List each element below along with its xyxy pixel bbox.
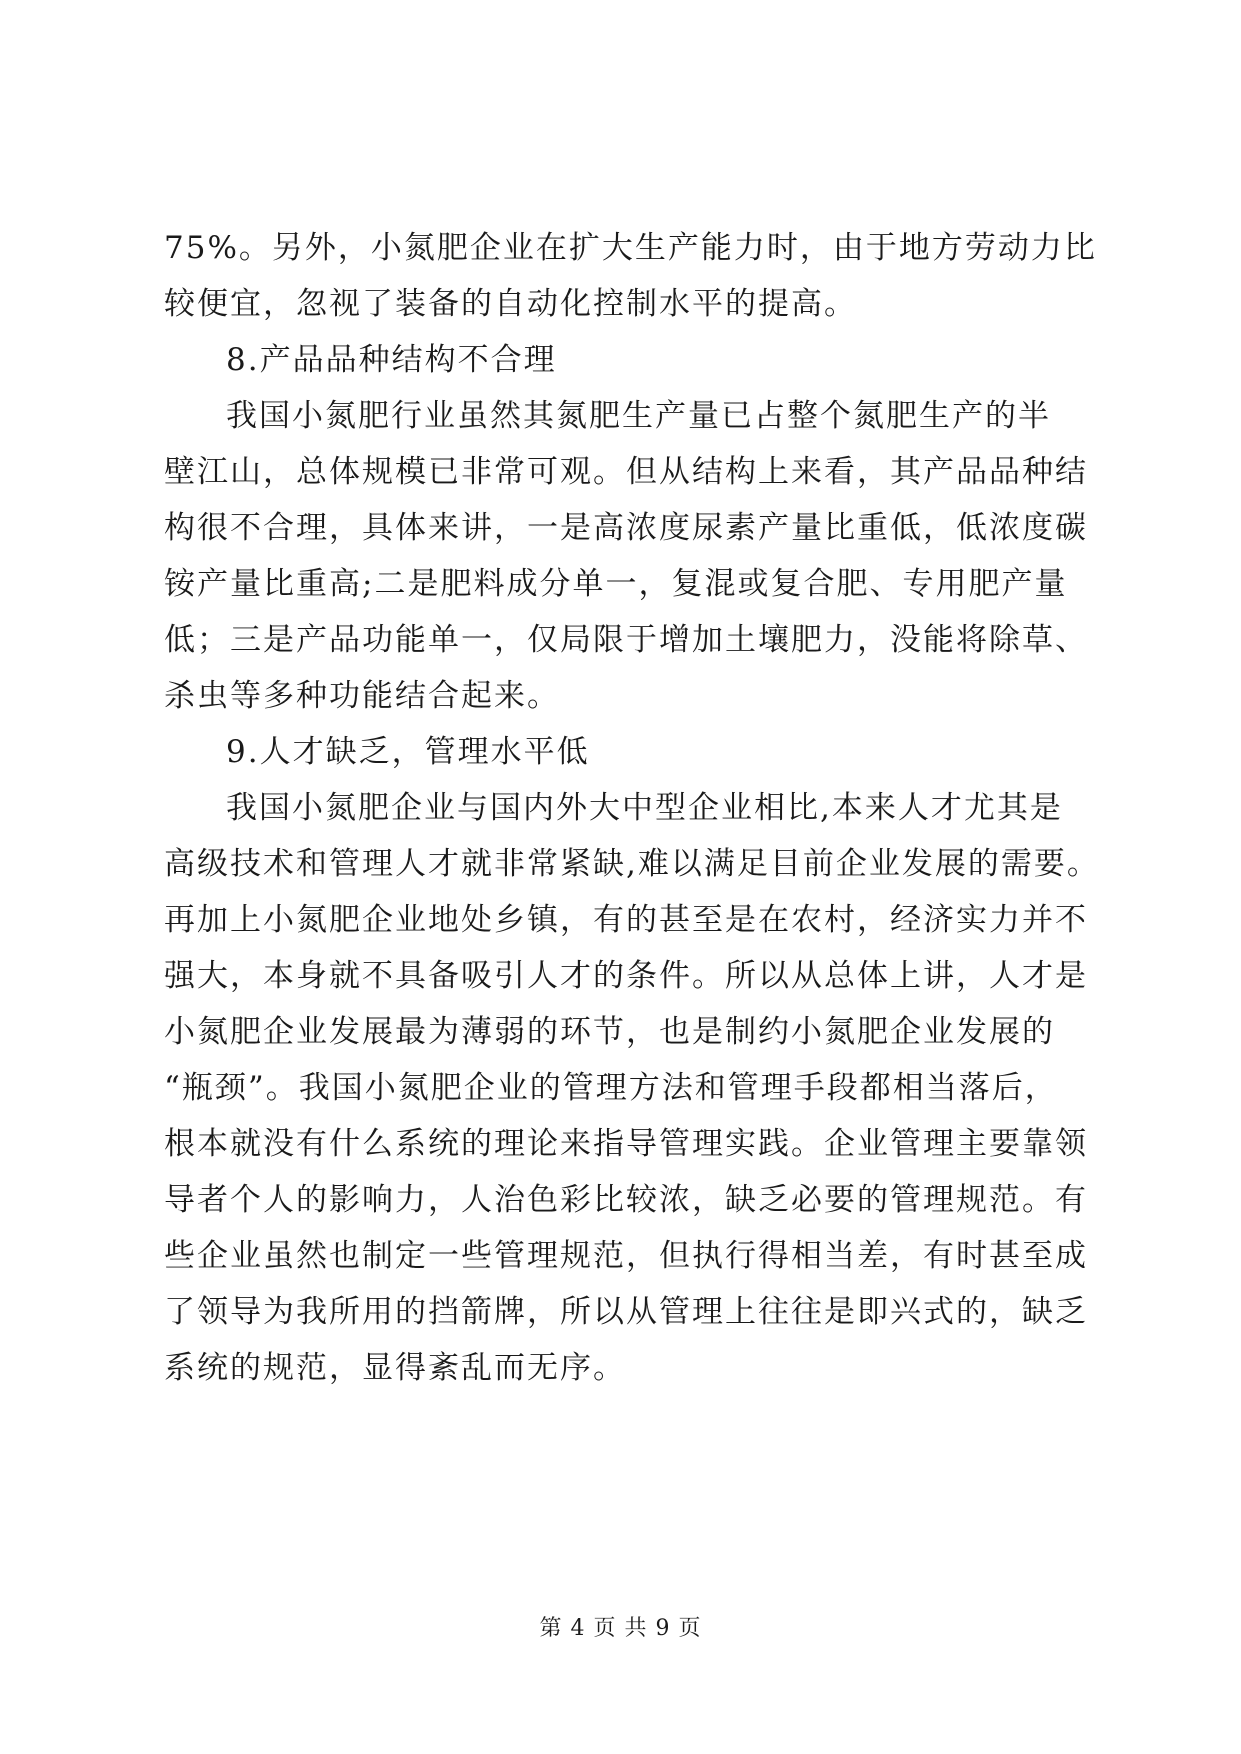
text-line: 导者个人的影响力，人治色彩比较浓，缺乏必要的管理规范。有 xyxy=(164,1182,1088,1218)
text-line: 铵产量比重高;二是肥料成分单一，复混或复合肥、专用肥产量 xyxy=(164,566,1068,602)
text-line: 构很不合理，具体来讲，一是高浓度尿素产量比重低，低浓度碳 xyxy=(164,510,1088,546)
section-heading-8: 8.产品品种结构不合理 xyxy=(226,342,557,378)
page-footer: 第 4 页 共 9 页 xyxy=(539,1616,702,1641)
text-line: 75%。另外，小氮肥企业在扩大生产能力时，由于地方劳动力比 xyxy=(164,230,1097,266)
text-line: 低；三是产品功能单一，仅局限于增加土壤肥力，没能将除草、 xyxy=(164,622,1088,658)
text-line: 强大，本身就不具备吸引人才的条件。所以从总体上讲，人才是 xyxy=(164,958,1088,994)
text-line: 些企业虽然也制定一些管理规范，但执行得相当差，有时甚至成 xyxy=(164,1238,1088,1274)
section-heading-9: 9.人才缺乏，管理水平低 xyxy=(226,734,590,770)
text-line: 根本就没有什么系统的理论来指导管理实践。企业管理主要靠领 xyxy=(164,1126,1088,1162)
text-line: “瓶颈”。我国小氮肥企业的管理方法和管理手段都相当落后， xyxy=(164,1070,1058,1106)
text-line: 我国小氮肥行业虽然其氮肥生产量已占整个氮肥生产的半 xyxy=(226,398,1051,434)
text-line: 较便宜，忽视了装备的自动化控制水平的提高。 xyxy=(164,286,857,322)
text-line: 我国小氮肥企业与国内外大中型企业相比,本来人才尤其是 xyxy=(226,790,1063,826)
text-line: 高级技术和管理人才就非常紧缺,难以满足目前企业发展的需要。 xyxy=(164,846,1100,882)
text-line: 了领导为我所用的挡箭牌，所以从管理上往往是即兴式的，缺乏 xyxy=(164,1294,1088,1330)
text-line: 再加上小氮肥企业地处乡镇，有的甚至是在农村，经济实力并不 xyxy=(164,902,1088,938)
text-line: 系统的规范，显得紊乱而无序。 xyxy=(164,1350,626,1386)
text-line: 杀虫等多种功能结合起来。 xyxy=(164,678,560,714)
text-line: 壁江山，总体规模已非常可观。但从结构上来看，其产品品种结 xyxy=(164,454,1088,490)
text-line: 小氮肥企业发展最为薄弱的环节，也是制约小氮肥企业发展的 xyxy=(164,1014,1055,1050)
